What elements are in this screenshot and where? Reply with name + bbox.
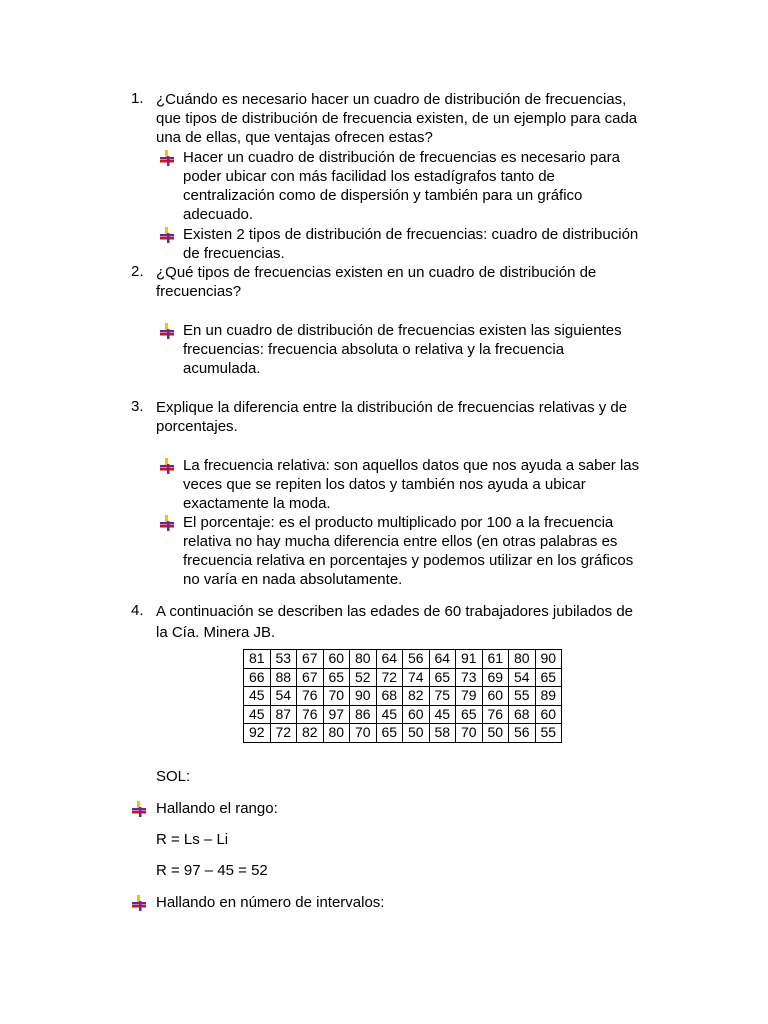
answer-1a-line: poder ubicar con más facilidad los estadígrafos tanto de — [183, 168, 555, 185]
table-cell: 76 — [297, 687, 324, 706]
table-cell: 97 — [323, 705, 350, 724]
rango-formula: R = Ls – Li — [156, 831, 229, 848]
table-cell: 90 — [350, 687, 377, 706]
question-3-text-line: porcentajes. — [156, 418, 238, 435]
table-cell: 65 — [376, 724, 403, 743]
table-row — [244, 687, 562, 706]
question-4-text-line: A continuación se describen las edades de 60 trabajadores jubilados de — [156, 603, 633, 620]
answer-1a-line: Hacer un cuadro de distribución de frecuencias es necesario para — [183, 149, 620, 166]
table-cell: 64 — [376, 650, 403, 669]
table-cell: 90 — [535, 650, 562, 669]
answer-2-line: En un cuadro de distribución de frecuencias existen las siguientes — [183, 322, 622, 339]
answer-3b-line: relativa no hay mucha diferencia entre ellos (en otras palabras es — [183, 533, 618, 550]
table-cell: 69 — [482, 668, 509, 687]
answer-2-line: frecuencias: frecuencia absoluta o relativa y la frecuencia — [183, 341, 565, 358]
table-cell: 70 — [456, 724, 483, 743]
table-cell: 56 — [403, 650, 430, 669]
table-cell: 65 — [535, 668, 562, 687]
answer-1a-line: adecuado. — [183, 206, 254, 223]
table-cell: 65 — [429, 668, 456, 687]
question-4-text-line: la Cía. Minera JB. — [156, 624, 276, 641]
question-1-text-line: una de ellas, que ventajas ofrecen estas? — [156, 129, 433, 146]
answer-3a-line: veces que se repiten los datos y también nos ayuda a ubicar — [183, 476, 586, 493]
table-cell: 86 — [350, 705, 377, 724]
table-cell: 60 — [403, 705, 430, 724]
table-cell: 50 — [403, 724, 430, 743]
bullet-icon — [159, 515, 175, 531]
intervalos-heading: Hallando en número de intervalos: — [156, 894, 385, 911]
table-cell: 87 — [270, 705, 297, 724]
bullet-icon — [131, 801, 147, 817]
table-cell: 82 — [403, 687, 430, 706]
table-cell: 72 — [270, 724, 297, 743]
bullet-icon — [159, 458, 175, 474]
table-cell: 50 — [482, 724, 509, 743]
answer-3b-line: frecuencia relativa en porcentajes y podemos utilizar en los gráficos — [183, 552, 634, 569]
answer-3a-line: exactamente la moda. — [183, 495, 331, 512]
table-cell: 88 — [270, 668, 297, 687]
table-row — [244, 705, 562, 724]
table-row — [244, 724, 562, 743]
table-cell: 80 — [323, 724, 350, 743]
question-3-number: 3. — [131, 398, 144, 415]
answer-1a-line: centralización como de dispersión y también para un gráfico — [183, 187, 583, 204]
table-cell: 66 — [244, 668, 271, 687]
table-cell: 60 — [323, 650, 350, 669]
table-cell: 91 — [456, 650, 483, 669]
rango-heading: Hallando el rango: — [156, 800, 278, 817]
table-cell: 45 — [376, 705, 403, 724]
table-cell: 82 — [297, 724, 324, 743]
table-cell: 61 — [482, 650, 509, 669]
bullet-icon — [159, 227, 175, 243]
table-cell: 45 — [244, 705, 271, 724]
table-cell: 53 — [270, 650, 297, 669]
bullet-icon — [131, 895, 147, 911]
answer-3a-line: La frecuencia relativa: son aquellos datos que nos ayuda a saber las — [183, 457, 640, 474]
table-cell: 89 — [535, 687, 562, 706]
table-cell: 54 — [270, 687, 297, 706]
answer-1b-line: Existen 2 tipos de distribución de frecuencias: cuadro de distribución — [183, 226, 639, 243]
table-row — [244, 650, 562, 669]
table-cell: 56 — [509, 724, 536, 743]
table-cell: 60 — [535, 705, 562, 724]
table-cell: 68 — [509, 705, 536, 724]
table-cell: 72 — [376, 668, 403, 687]
table-cell: 81 — [244, 650, 271, 669]
rango-result: R = 97 – 45 = 52 — [156, 862, 268, 879]
question-1-text-line: que tipos de distribución de frecuencia existen, de un ejemplo para cada — [156, 110, 638, 127]
table-cell: 75 — [429, 687, 456, 706]
sol-label: SOL: — [156, 768, 191, 785]
table-cell: 65 — [323, 668, 350, 687]
table-cell: 70 — [350, 724, 377, 743]
question-4-number: 4. — [131, 602, 144, 619]
bullet-icon — [159, 150, 175, 166]
table-cell: 52 — [350, 668, 377, 687]
answer-2-line: acumulada. — [183, 360, 261, 377]
question-1-text-line: ¿Cuándo es necesario hacer un cuadro de distribución de frecuencias, — [156, 91, 627, 108]
answer-3b-line: no varía en nada absolutamente. — [183, 571, 403, 588]
question-2-number: 2. — [131, 263, 144, 280]
answer-1b-line: de frecuencias. — [183, 245, 285, 262]
table-cell: 55 — [535, 724, 562, 743]
table-cell: 73 — [456, 668, 483, 687]
table-cell: 70 — [323, 687, 350, 706]
table-cell: 79 — [456, 687, 483, 706]
table-cell: 45 — [244, 687, 271, 706]
question-2-text-line: ¿Qué tipos de frecuencias existen en un cuadro de distribución de — [156, 264, 597, 281]
question-3-text-line: Explique la diferencia entre la distribución de frecuencias relativas y de — [156, 399, 628, 416]
table-cell: 80 — [509, 650, 536, 669]
table-cell: 64 — [429, 650, 456, 669]
table-cell: 92 — [244, 724, 271, 743]
question-1-number: 1. — [131, 90, 144, 107]
bullet-icon — [159, 323, 175, 339]
table-cell: 54 — [509, 668, 536, 687]
table-cell: 67 — [297, 650, 324, 669]
answer-3b-line: El porcentaje: es el producto multiplicado por 100 a la frecuencia — [183, 514, 614, 531]
table-cell: 67 — [297, 668, 324, 687]
ages-table — [243, 649, 562, 743]
table-cell: 80 — [350, 650, 377, 669]
table-cell: 45 — [429, 705, 456, 724]
table-cell: 76 — [297, 705, 324, 724]
table-row — [244, 668, 562, 687]
question-2-text-line: frecuencias? — [156, 283, 242, 300]
table-cell: 65 — [456, 705, 483, 724]
table-cell: 76 — [482, 705, 509, 724]
table-cell: 60 — [482, 687, 509, 706]
table-cell: 55 — [509, 687, 536, 706]
table-cell: 74 — [403, 668, 430, 687]
table-cell: 58 — [429, 724, 456, 743]
table-cell: 68 — [376, 687, 403, 706]
